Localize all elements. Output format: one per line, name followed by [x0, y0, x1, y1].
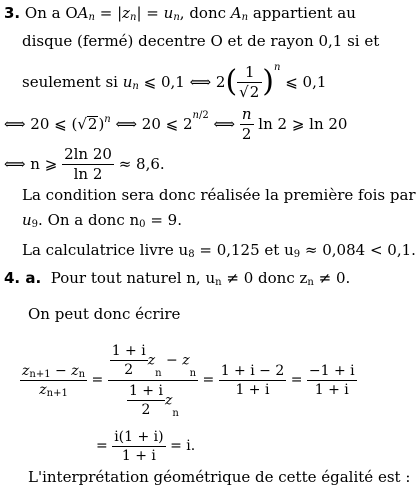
item4-line1: 4. a. Pour tout naturel n, $u_n \ne 0$ donc $z_n \ne 0$.: [4, 269, 351, 288]
item3-line3: seulement si $u_n$ ⩽ 0,1 ⟺ 2 ( $\frac{1}{√2}$ ) $^n$ ⩽ 0,1: [22, 62, 327, 101]
item-number-3: 3.: [4, 4, 21, 22]
item3-line6: La condition sera donc réalisée la première fois par: [22, 186, 416, 204]
fraction-one-over-sqrt2: $\frac{1}{√2}$: [237, 65, 262, 100]
equation-ratio: $\frac{z_{n+1} - z_n}{z_{n+1}}$ = $\frac{1 + i}{2}$ $z_n - z_n$ $\frac{1 + i}{2}$ $z_n$ = $\frac{1 + i - 2}{1 + i}$ = $\frac{-1 + i}{1 + i}$: [22, 342, 355, 419]
item-number-4a: 4. a.: [4, 269, 42, 287]
item3-line5: ⟺ n ⩾ $\frac{2\ln 20}{\ln 2}$ ≈ 8,6.: [4, 144, 165, 183]
item4-last-line: L'interprétation géométrique de cette égalité est :: [28, 468, 411, 486]
item3-line8: La calculatrice livre $u_8 = 0,125$ et $u_9 \approx 0,084 < 0,1$.: [22, 241, 416, 260]
item3-line4: ⟺ 20 ⩽ (√ 2 ) $^n$ ⟺ 20 ⩽ 2 $^{n /2}$ ⟺ $\frac{n}{2}$ ln 2 ⩾ ln 20: [4, 104, 348, 143]
equation-result: = $\frac{i(1 + i)}{1 + i}$ = i.: [96, 428, 196, 464]
item3-line2: disque (fermé) decentre O et de rayon 0,1 si et: [22, 32, 380, 50]
item4-line2: On peut donc écrire: [28, 305, 181, 323]
item3-line1: 3. On a $OA_n = |z_n| = u_n$, donc $A_n$ appartient au: [4, 4, 356, 23]
item3-line7: $u_9$. On a donc $n_0 = 9$.: [22, 211, 182, 230]
